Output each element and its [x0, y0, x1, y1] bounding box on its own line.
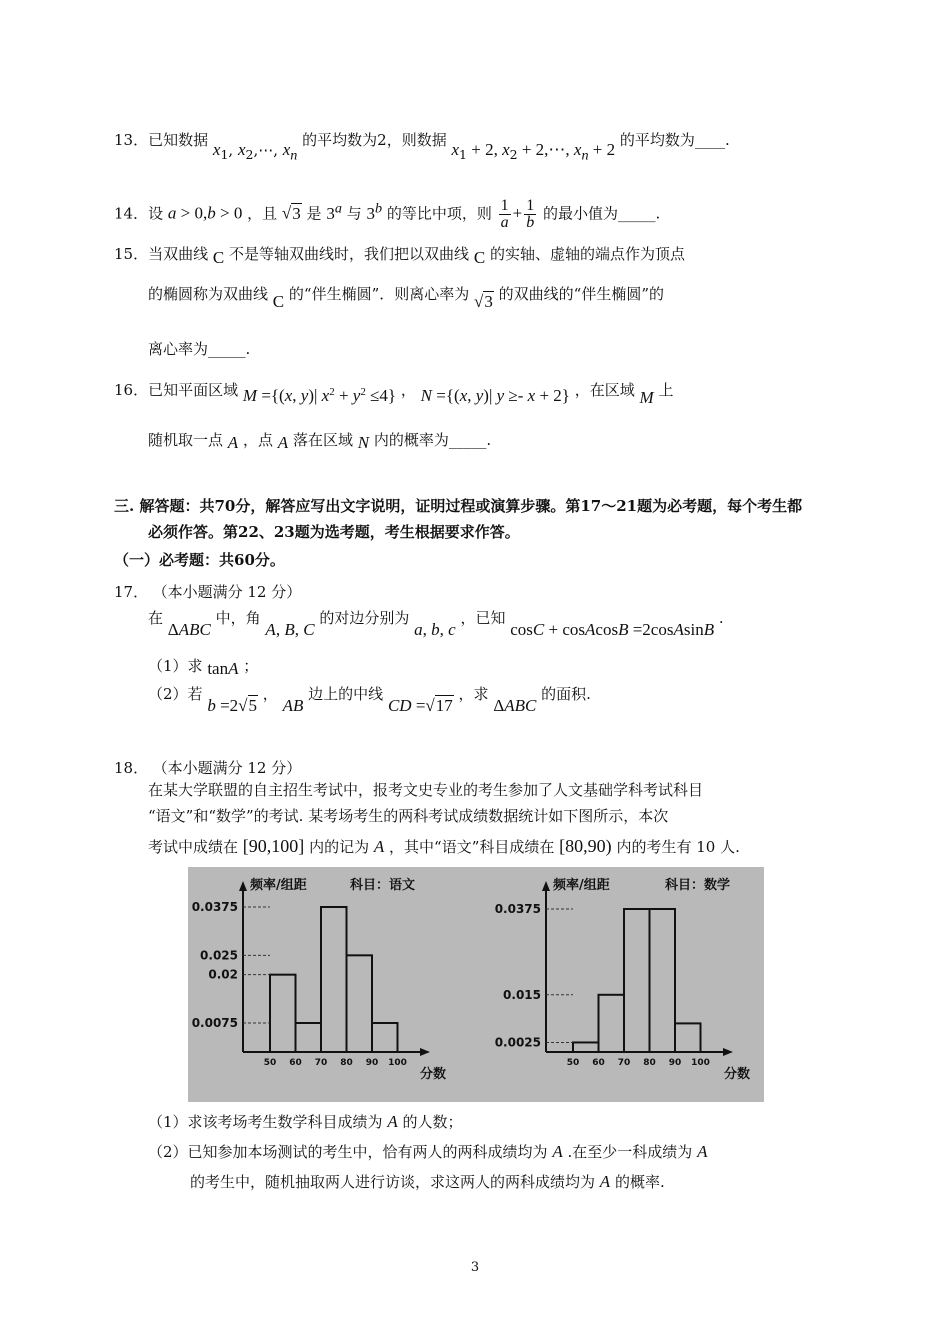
- section-3-subheading: （一）必考题：共60分。: [114, 551, 285, 569]
- chinese-y-tick-0.0075: 0.0075: [191, 1016, 238, 1030]
- chinese-y-tick-0.0375: 0.0375: [191, 900, 238, 914]
- question-15-line-2: 的椭圆称为双曲线 C 的“伴生椭圆”．则离心率为 √3 的双曲线的“伴生椭圆”的: [148, 285, 665, 311]
- math-x-arrow: [723, 1048, 733, 1056]
- chinese-bar-70-80: [321, 907, 347, 1052]
- question-18-line-1: 在某大学联盟的自主招生考试中，报考文史专业的考生参加了人文基础学科考试科目: [148, 781, 704, 799]
- chinese-x-tick-100: 100: [388, 1058, 407, 1068]
- question-18-header: 18． （本小题满分 12 分）: [114, 759, 302, 777]
- question-18-part-1: （1）求该考场考生数学科目成绩为 A 的人数；: [148, 1112, 463, 1131]
- math-bar-90-100: [675, 1023, 701, 1052]
- chinese-x-label: 分数: [420, 1067, 447, 1082]
- question-16-line-1: 16．已知平面区域 M ={(x, y)| $x^2 + y^2 \le 4$} ， N ={(x, y)| y ≥- x + 2} ，在区域 M 上: [114, 381, 674, 407]
- question-15-line-1: 15．当双曲线 C 不是等轴双曲线时，我们把以双曲线 C 的实轴、虚轴的端点作为顶点: [114, 245, 685, 267]
- chinese-bar-50-60: [270, 975, 296, 1052]
- math-x-tick-80: 80: [643, 1058, 656, 1068]
- math-bar-50-60: [573, 1042, 599, 1052]
- section-3-heading-cont: 必须作答。第22、23题为选考题，考生根据要求作答。: [148, 523, 520, 541]
- math-bar-70-80: [624, 909, 650, 1052]
- chinese-bar-90-100: [372, 1023, 398, 1052]
- question-17-part-1: （1）求 tanA ；: [148, 657, 259, 678]
- chinese-bar-60-70: [296, 1023, 322, 1052]
- question-16-line-2: 随机取一点 A ，点 A 落在区域 N 内的概率为_____.: [148, 431, 492, 452]
- math-x-tick-90: 90: [668, 1058, 682, 1068]
- question-18-line-3: 考试中成绩在 [90,100] 内的记为 A ，其中“语文”科目成绩在 [80,90) 内的考生有 10 人.: [148, 836, 740, 856]
- chinese-x-tick-50: 50: [263, 1058, 277, 1068]
- chinese-x-arrow: [420, 1048, 430, 1056]
- question-18-line-2: “语文”和“数学”的考试. 某考场考生的两科考试成绩数据统计如下图所示，本次: [148, 807, 669, 825]
- math-x-tick-50: 50: [566, 1058, 580, 1068]
- chinese-x-tick-70: 70: [314, 1058, 328, 1068]
- math-y-label: 频率/组距: [553, 878, 610, 893]
- chinese-x-tick-80: 80: [340, 1058, 353, 1068]
- question-13: 13．已知数据 $x_1$, $x_2,\cdots$, $x_n$ 的平均数为2，则数据 $x_1 + 2$, $x_2$ + 2,⋯, $x_n + 2$ 的平均数为____.: [114, 131, 730, 164]
- math-bar-60-70: [599, 995, 625, 1052]
- math-x-tick-70: 70: [617, 1058, 631, 1068]
- question-14: 14．设 a > 0,b > 0 ，且 √3 是 3$^a$ 与 3$^b$ 的等比中项，则 $\frac{1}{a}$ + $\frac{1}{b}$ 的最小值为_____.: [114, 197, 661, 232]
- math-x-tick-60: 60: [592, 1058, 605, 1068]
- math-bar-80-90: [650, 909, 676, 1052]
- question-18-part-2: （2）已知参加本场测试的考生中，恰有两人的两科成绩均为 A .在至少一科成绩为 A: [148, 1142, 708, 1161]
- histograms-svg: [188, 867, 764, 1102]
- chinese-y-label: 频率/组距: [250, 878, 307, 893]
- chinese-title: 科目：语文: [350, 878, 416, 893]
- chinese-x-tick-90: 90: [365, 1058, 379, 1068]
- math-y-tick-0.0375: 0.0375: [494, 902, 541, 916]
- question-18-part-2-cont: 的考生中，随机抽取两人进行访谈，求这两人的两科成绩均为 A 的概率.: [190, 1172, 665, 1191]
- histogram-panel: [188, 867, 764, 1102]
- question-17-part-2: （2）若 b =2√5 ， AB 边上的中线 CD =√17 ，求 ΔABC 的面积.: [148, 685, 591, 715]
- page-number: 3: [470, 1260, 480, 1275]
- math-y-tick-0.015: 0.015: [503, 987, 541, 1002]
- question-15-line-3: 离心率为_____.: [148, 340, 251, 358]
- math-x-label: 分数: [724, 1067, 751, 1082]
- math-y-tick-0.0025: 0.0025: [494, 1035, 541, 1050]
- chinese-y-tick-0.025: 0.025: [200, 948, 238, 963]
- math-y-arrow: [542, 881, 550, 891]
- math-title: 科目：数学: [665, 878, 731, 893]
- section-3-heading: 三. 解答题：共70分，解答应写出文字说明，证明过程或演算步骤。第17～21题为必考题，每个考生都: [114, 497, 803, 515]
- chinese-x-tick-60: 60: [289, 1058, 302, 1068]
- question-17-header: 17． （本小题满分 12 分）: [114, 583, 302, 601]
- chinese-y-arrow: [239, 881, 247, 891]
- chinese-y-tick-0.02: 0.02: [208, 967, 238, 982]
- chinese-bar-80-90: [347, 955, 373, 1052]
- question-17-stem: 在 ΔABC 中，角 A, B, C 的对边分别为 a, b, c ，已知 cosC + cosAcosB =2cosAsinB .: [148, 609, 724, 639]
- math-x-tick-100: 100: [691, 1058, 710, 1068]
